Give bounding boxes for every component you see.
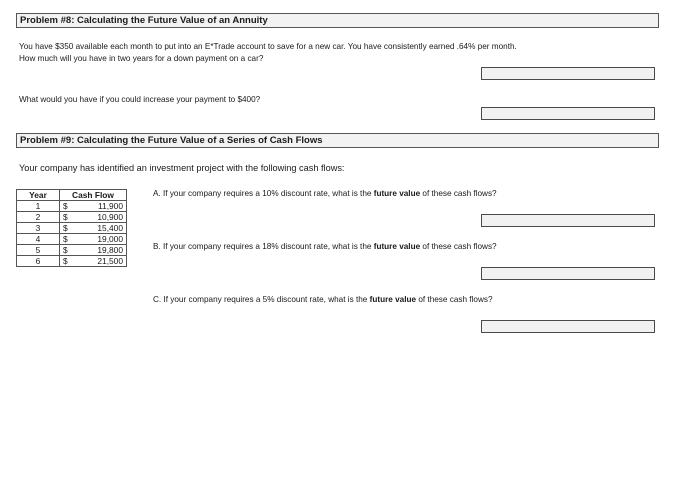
- problem-8-text-line1: You have $350 available each month to put into an E*Trade account to save for a new car. You have consistently earned .64% per month.: [19, 42, 517, 51]
- year-cell: 5: [17, 245, 60, 256]
- question-c-post: of these cash flows?: [416, 295, 493, 304]
- amount-cell: 11,900: [76, 201, 127, 212]
- currency-cell: $: [60, 212, 77, 223]
- currency-cell: $: [60, 256, 77, 267]
- table-row: [17, 256, 127, 267]
- problem-9-header: Problem #9: Calculating the Future Value of a Series of Cash Flows: [16, 133, 659, 148]
- question-b-pre: B. If your company requires a 18% discount rate, what is the: [153, 242, 374, 251]
- question-a-answer-field[interactable]: [481, 214, 655, 227]
- question-c-pre: C. If your company requires a 5% discount rate, what is the: [153, 295, 370, 304]
- year-cell: 6: [17, 256, 60, 267]
- problem-8-text-line2: How much will you have in two years for a down payment on a car?: [19, 54, 264, 63]
- problem-8-answer-2-field[interactable]: [481, 107, 655, 120]
- problem-8-answer-1-field[interactable]: [481, 67, 655, 80]
- question-b-answer-field[interactable]: [481, 267, 655, 280]
- problem-8-question-2: What would you have if you could increase your payment to $400?: [19, 95, 261, 104]
- column-header-year: Year: [17, 190, 60, 201]
- question-b: [153, 241, 497, 252]
- year-cell: 2: [17, 212, 60, 223]
- question-a-post: of these cash flows?: [420, 189, 497, 198]
- year-cell: 1: [17, 201, 60, 212]
- question-c-answer-field[interactable]: [481, 320, 655, 333]
- table-row: [17, 245, 127, 256]
- amount-cell: 19,800: [76, 245, 127, 256]
- currency-cell: $: [60, 234, 77, 245]
- cash-flow-table: [16, 189, 127, 267]
- amount-cell: 10,900: [76, 212, 127, 223]
- question-c-bold: future value: [369, 295, 417, 304]
- amount-cell: 19,000: [76, 234, 127, 245]
- question-a: [153, 188, 497, 199]
- year-cell: 3: [17, 223, 60, 234]
- question-a-pre: A. If your company requires a 10% discount rate, what is the: [153, 189, 374, 198]
- currency-cell: $: [60, 201, 77, 212]
- column-header-cash-flow: Cash Flow: [60, 190, 127, 201]
- year-cell: 4: [17, 234, 60, 245]
- amount-cell: 15,400: [76, 223, 127, 234]
- table-row: [17, 212, 127, 223]
- question-c: [153, 294, 493, 305]
- problem-9-intro: Your company has identified an investment project with the following cash flows:: [19, 163, 345, 173]
- currency-cell: $: [60, 245, 77, 256]
- table-row: [17, 223, 127, 234]
- currency-cell: $: [60, 223, 77, 234]
- question-b-bold: future value: [373, 242, 421, 251]
- table-row: [17, 201, 127, 212]
- table-header-row: [17, 190, 127, 201]
- amount-cell: 21,500: [76, 256, 127, 267]
- problem-8-header: Problem #8: Calculating the Future Value of an Annuity: [16, 13, 659, 28]
- question-b-post: of these cash flows?: [420, 242, 497, 251]
- question-a-bold: future value: [373, 189, 421, 198]
- table-row: [17, 234, 127, 245]
